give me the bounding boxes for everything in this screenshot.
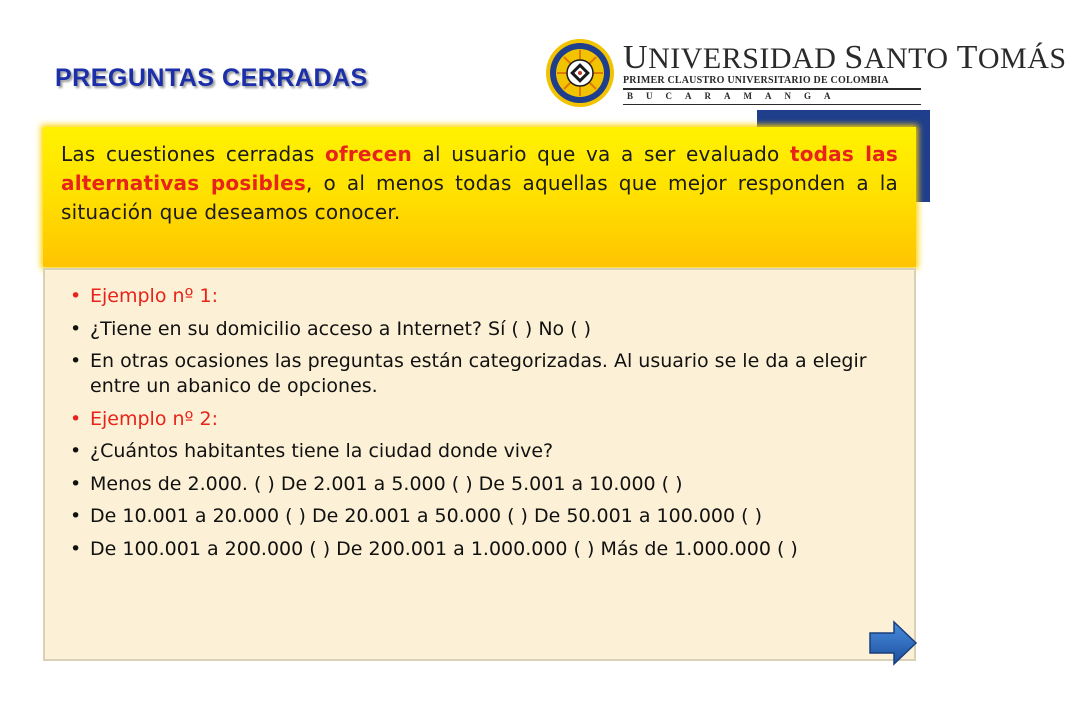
intro-text-2: al usuario que va a ser evaluado (411, 142, 790, 166)
bullet-options-2: • De 10.001 a 20.000 ( ) De 20.001 a 50.000 ( ) De 50.001 a 100.000 ( ) (70, 504, 896, 529)
bullet-question-internet: • ¿Tiene en su domicilio acceso a Internet? Sí ( ) No ( ) (70, 317, 896, 342)
bullet-categorized: • En otras ocasiones las preguntas están categorizadas. Al usuario se le da a elegir entre un abanico de opciones. (70, 349, 896, 399)
example-2-label: • Ejemplo nº 2: (70, 407, 896, 432)
bullet-options-1: • Menos de 2.000. ( ) De 2.001 a 5.000 ( ) De 5.001 a 10.000 ( ) (70, 472, 896, 497)
intro-highlight-offer: ofrecen (325, 142, 412, 166)
slide-title: PREGUNTAS CERRADAS (55, 64, 368, 92)
university-seal-icon (545, 38, 615, 108)
example-1-label: • Ejemplo nº 1: (70, 284, 896, 309)
intro-box (43, 127, 916, 267)
intro-highlight-alternatives: todas las alternativas posibles (61, 142, 898, 195)
university-logo (545, 38, 1067, 108)
university-subtitle: PRIMER CLAUSTRO UNIVERSITARIO DE COLOMBIA (623, 75, 889, 86)
university-name: UNIVERSIDAD SANTO TOMÁS (623, 39, 1067, 76)
content-box (43, 268, 916, 661)
intro-text-3: , o al menos todas aquellas que mejor responden a la situación que deseamos conocer. (61, 171, 898, 224)
bullet-question-inhabitants: • ¿Cuántos habitantes tiene la ciudad donde vive? (70, 439, 896, 464)
university-city: BUCARAMANGA (627, 91, 844, 101)
logo-divider (623, 88, 921, 90)
right-arrow-icon[interactable] (868, 620, 918, 666)
bullet-options-3: • De 100.001 a 200.000 ( ) De 200.001 a 1.000.000 ( ) Más de 1.000.000 ( ) (70, 537, 896, 562)
intro-text-1: Las cuestiones cerradas (61, 142, 326, 166)
logo-underline (623, 104, 921, 105)
